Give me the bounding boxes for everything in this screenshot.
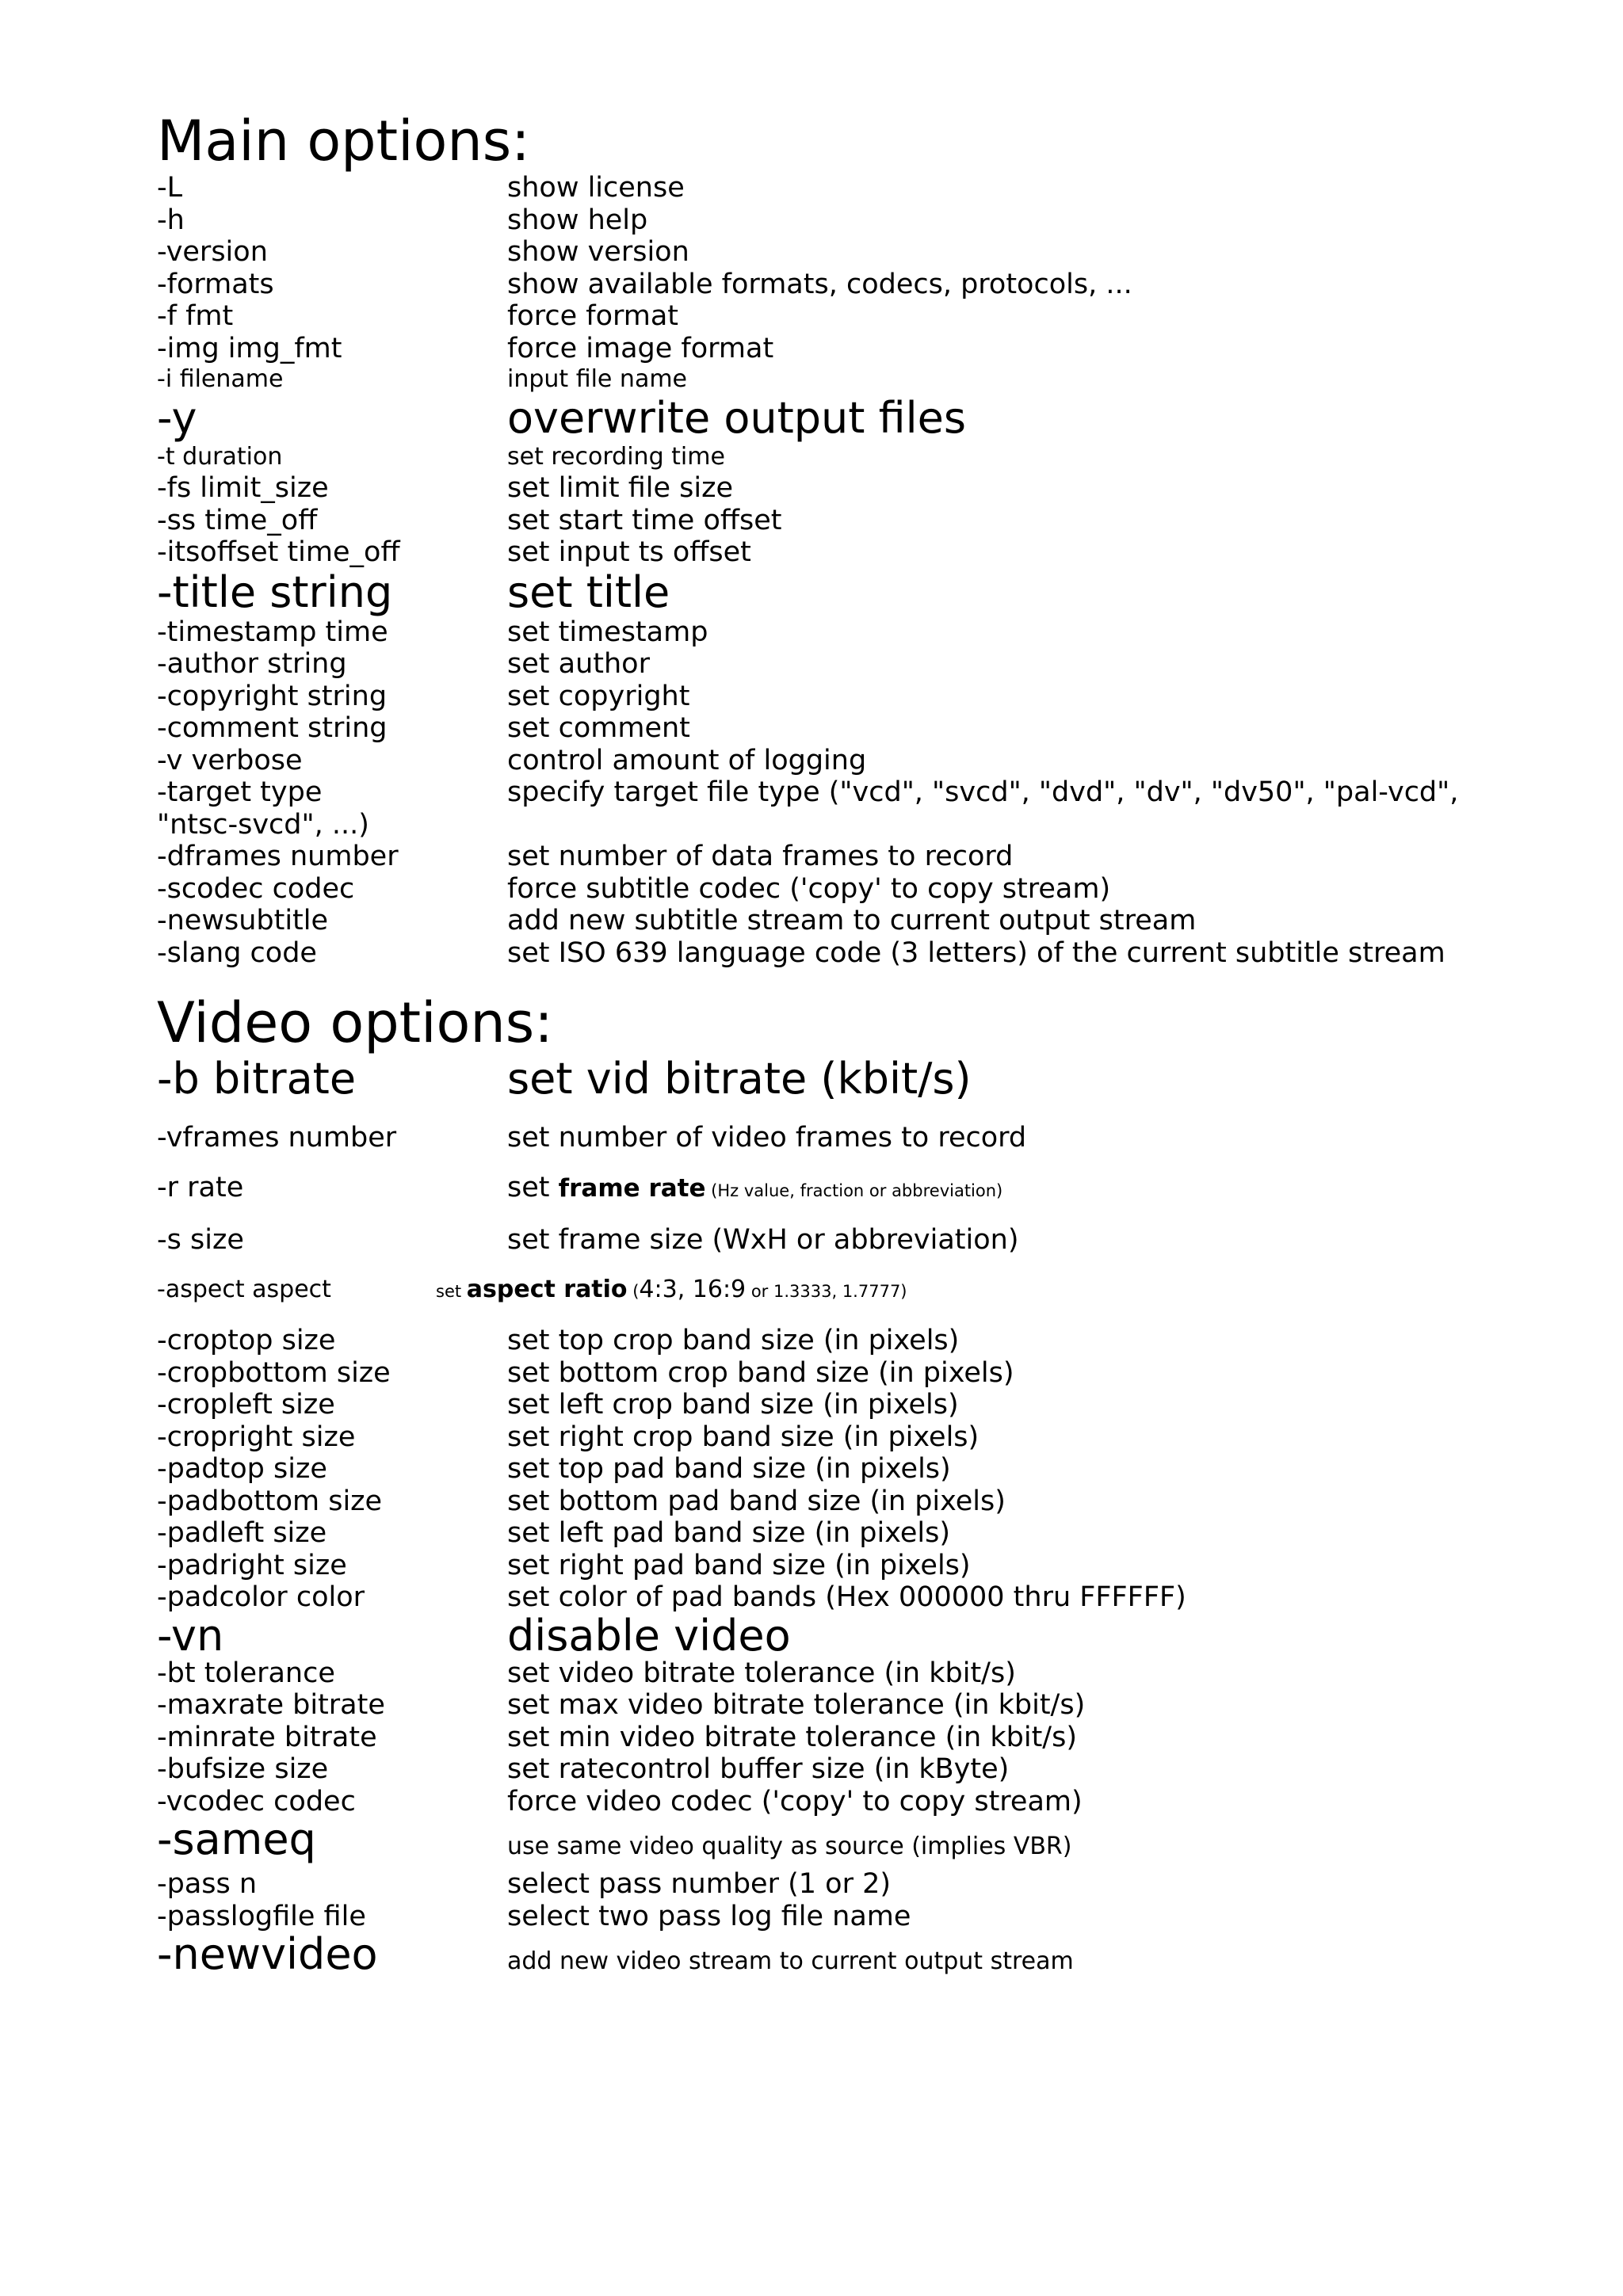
option-desc: set max video bitrate tolerance (in kbit/s) xyxy=(507,1689,1086,1721)
option-row xyxy=(157,236,1504,269)
option-name: -timestamp time xyxy=(157,616,388,648)
option-name: -title string xyxy=(157,566,393,617)
option-row xyxy=(157,472,1504,505)
option-desc: disable video xyxy=(507,1610,791,1661)
video-options-heading: Video options: xyxy=(157,990,553,1055)
option-desc: set min video bitrate tolerance (in kbit/s) xyxy=(507,1721,1077,1753)
option-row xyxy=(157,1753,1504,1786)
option-name: -aspect aspect xyxy=(157,1275,331,1303)
option-desc: set comment xyxy=(507,712,690,744)
option-name: -padleft size xyxy=(157,1517,327,1549)
option-row xyxy=(157,873,1504,906)
desc-note-text: (Hz value, fraction or abbreviation) xyxy=(705,1180,1003,1200)
desc-text: set xyxy=(436,1281,467,1301)
option-desc: set frame size (WxH or abbreviation) xyxy=(507,1224,1019,1256)
main-options-heading: Main options: xyxy=(157,109,530,174)
option-name: -maxrate bitrate xyxy=(157,1689,385,1721)
option-name: -vn xyxy=(157,1610,224,1661)
option-desc: set title xyxy=(507,566,670,617)
option-row xyxy=(157,1274,1504,1308)
option-desc: set top crop band size (in pixels) xyxy=(507,1325,960,1356)
option-name: -v verbose xyxy=(157,744,303,776)
option-name: -ss time_off xyxy=(157,504,318,536)
main-options-list xyxy=(157,172,1504,969)
option-desc: overwrite output files xyxy=(507,393,966,443)
option-row xyxy=(157,1550,1504,1582)
option-row xyxy=(157,1657,1504,1690)
option-row xyxy=(157,712,1504,745)
option-desc: set input ts offset xyxy=(507,536,751,568)
option-desc: show version xyxy=(507,236,689,268)
option-desc: set number of video frames to record xyxy=(507,1122,1027,1154)
desc-text: set xyxy=(507,1171,559,1203)
option-desc: set author xyxy=(507,648,650,680)
option-desc: set left pad band size (in pixels) xyxy=(507,1517,951,1549)
option-desc: show license xyxy=(507,172,685,204)
option-name: -copyright string xyxy=(157,680,388,712)
option-name: -comment string xyxy=(157,712,388,744)
option-name: -formats xyxy=(157,268,274,300)
option-row xyxy=(157,1486,1504,1518)
option-desc: set right crop band size (in pixels) xyxy=(507,1421,980,1453)
option-desc: set vid bitrate (kbit/s) xyxy=(507,1054,972,1104)
option-row xyxy=(157,648,1504,681)
option-desc: select pass number (1 or 2) xyxy=(507,1868,892,1900)
option-name: -dframes number xyxy=(157,841,399,872)
option-desc: use same video quality as source (implies VBR) xyxy=(507,1833,1072,1860)
option-row xyxy=(157,1357,1504,1390)
option-row xyxy=(157,395,1504,442)
option-row xyxy=(157,1868,1504,1901)
option-row xyxy=(157,616,1504,649)
option-desc: control amount of logging xyxy=(507,744,867,776)
option-name: -newvideo xyxy=(157,1929,378,1979)
option-name: -f fmt xyxy=(157,300,234,332)
option-row xyxy=(157,1814,1504,1868)
option-row xyxy=(157,1689,1504,1722)
option-desc: input file name xyxy=(507,365,688,393)
option-row xyxy=(157,505,1504,537)
option-desc: set ISO 639 language code (3 letters) of the current subtitle stream xyxy=(507,936,1445,969)
option-desc: select two pass log file name xyxy=(507,1900,911,1932)
option-name: -s size xyxy=(157,1224,244,1256)
option-desc: set video bitrate tolerance (in kbit/s) xyxy=(507,1657,1016,1689)
option-desc: set number of data frames to record xyxy=(507,841,1014,872)
option-name: -fs limit_size xyxy=(157,472,329,504)
option-row xyxy=(157,1122,1504,1154)
option-desc: set limit file size xyxy=(507,472,734,504)
option-name: -croptop size xyxy=(157,1325,336,1356)
desc-bold-text: frame rate xyxy=(558,1173,706,1203)
option-row xyxy=(157,442,1504,472)
option-row xyxy=(157,1389,1504,1421)
option-desc: set bottom crop band size (in pixels) xyxy=(507,1356,1014,1389)
option-row xyxy=(157,1901,1504,1933)
option-name: -img img_fmt xyxy=(157,332,342,364)
option-desc: set start time offset xyxy=(507,504,782,536)
option-name: -target type xyxy=(157,776,323,808)
option-name: -bufsize size xyxy=(157,1753,329,1785)
option-name: -newsubtitle xyxy=(157,905,329,936)
option-name: -padtop size xyxy=(157,1453,327,1485)
option-name: -r rate xyxy=(157,1171,244,1203)
option-desc: set copyright xyxy=(507,680,690,712)
option-row xyxy=(157,681,1504,713)
option-name: -vcodec codec xyxy=(157,1785,356,1817)
option-desc-continuation: "ntsc-svcd", ...) xyxy=(157,808,369,841)
option-row xyxy=(157,333,1504,365)
option-row xyxy=(157,1224,1504,1257)
option-row xyxy=(157,745,1504,777)
option-desc: force subtitle codec ('copy' to copy stream) xyxy=(507,872,1111,905)
option-row xyxy=(157,1786,1504,1818)
video-options-list xyxy=(157,1054,1504,1983)
option-desc: force video codec ('copy' to copy stream) xyxy=(507,1785,1083,1817)
option-row xyxy=(157,172,1504,204)
option-row xyxy=(157,1722,1504,1754)
option-name: -minrate bitrate xyxy=(157,1721,377,1753)
option-desc: set timestamp xyxy=(507,616,708,648)
option-name: -author string xyxy=(157,648,347,680)
option-desc: show help xyxy=(507,204,648,236)
option-desc: show available formats, codecs, protocols, ... xyxy=(507,268,1132,300)
option-row xyxy=(157,937,1504,970)
option-desc: force image format xyxy=(507,332,774,364)
option-row xyxy=(157,1610,1504,1661)
option-desc: set recording time xyxy=(507,443,725,471)
option-name: -cropbottom size xyxy=(157,1356,391,1389)
option-name: -passlogfile file xyxy=(157,1900,366,1932)
option-desc: specify target file type ("vcd", "svcd", "dvd", "dv", "dv50", "pal-vcd", xyxy=(507,776,1459,808)
option-name: -sameq xyxy=(157,1814,316,1864)
option-row xyxy=(157,1325,1504,1357)
option-desc: set left crop band size (in pixels) xyxy=(507,1389,959,1421)
option-row xyxy=(157,566,1504,617)
option-name: -itsoffset time_off xyxy=(157,536,400,568)
option-desc: set top pad band size (in pixels) xyxy=(507,1453,951,1485)
option-name: -bt tolerance xyxy=(157,1657,335,1689)
option-name: -cropright size xyxy=(157,1421,356,1453)
option-name: -cropleft size xyxy=(157,1389,335,1421)
option-row xyxy=(157,1581,1504,1614)
option-desc xyxy=(436,1274,1504,1308)
option-name: -i filename xyxy=(157,365,284,393)
option-row xyxy=(157,204,1504,237)
option-name: -padcolor color xyxy=(157,1581,365,1613)
option-desc xyxy=(507,1172,1504,1207)
option-row xyxy=(157,1929,1504,1983)
option-desc: set ratecontrol buffer size (in kByte) xyxy=(507,1753,1010,1785)
option-row xyxy=(157,269,1504,301)
option-row xyxy=(157,364,1504,395)
option-name: -vframes number xyxy=(157,1122,397,1154)
option-name: -padbottom size xyxy=(157,1485,383,1517)
desc-text: 4:3, 16:9 xyxy=(639,1275,747,1303)
option-desc: add new subtitle stream to current output stream xyxy=(507,905,1197,936)
option-row-wrapped xyxy=(157,776,1504,841)
option-row xyxy=(157,1172,1504,1207)
option-row xyxy=(157,1421,1504,1454)
desc-text: ( xyxy=(627,1281,640,1301)
option-name: -padright size xyxy=(157,1549,347,1581)
option-row xyxy=(157,905,1504,937)
option-row xyxy=(157,1517,1504,1550)
option-name: -version xyxy=(157,236,268,268)
desc-note-text: or 1.3333, 1.7777) xyxy=(746,1281,907,1301)
option-name: -y xyxy=(157,393,197,443)
option-name: -pass n xyxy=(157,1868,258,1900)
option-row xyxy=(157,841,1504,873)
option-desc: set right pad band size (in pixels) xyxy=(507,1549,971,1581)
option-name: -h xyxy=(157,204,185,236)
option-name: -scodec codec xyxy=(157,872,355,905)
option-desc: set bottom pad band size (in pixels) xyxy=(507,1485,1006,1517)
option-row xyxy=(157,1453,1504,1486)
option-row xyxy=(157,536,1504,569)
document-page xyxy=(157,111,1504,1983)
option-desc: force format xyxy=(507,300,679,332)
option-row xyxy=(157,300,1504,333)
desc-bold-text: aspect ratio xyxy=(466,1275,628,1303)
option-desc: add new video stream to current output stream xyxy=(507,1947,1074,1975)
option-name: -L xyxy=(157,172,183,204)
option-name: -slang code xyxy=(157,936,317,969)
option-row xyxy=(157,1054,1504,1104)
option-name: -b bitrate xyxy=(157,1054,357,1104)
option-desc: set color of pad bands (Hex 000000 thru FFFFFF) xyxy=(507,1581,1186,1613)
option-name: -t duration xyxy=(157,443,283,471)
